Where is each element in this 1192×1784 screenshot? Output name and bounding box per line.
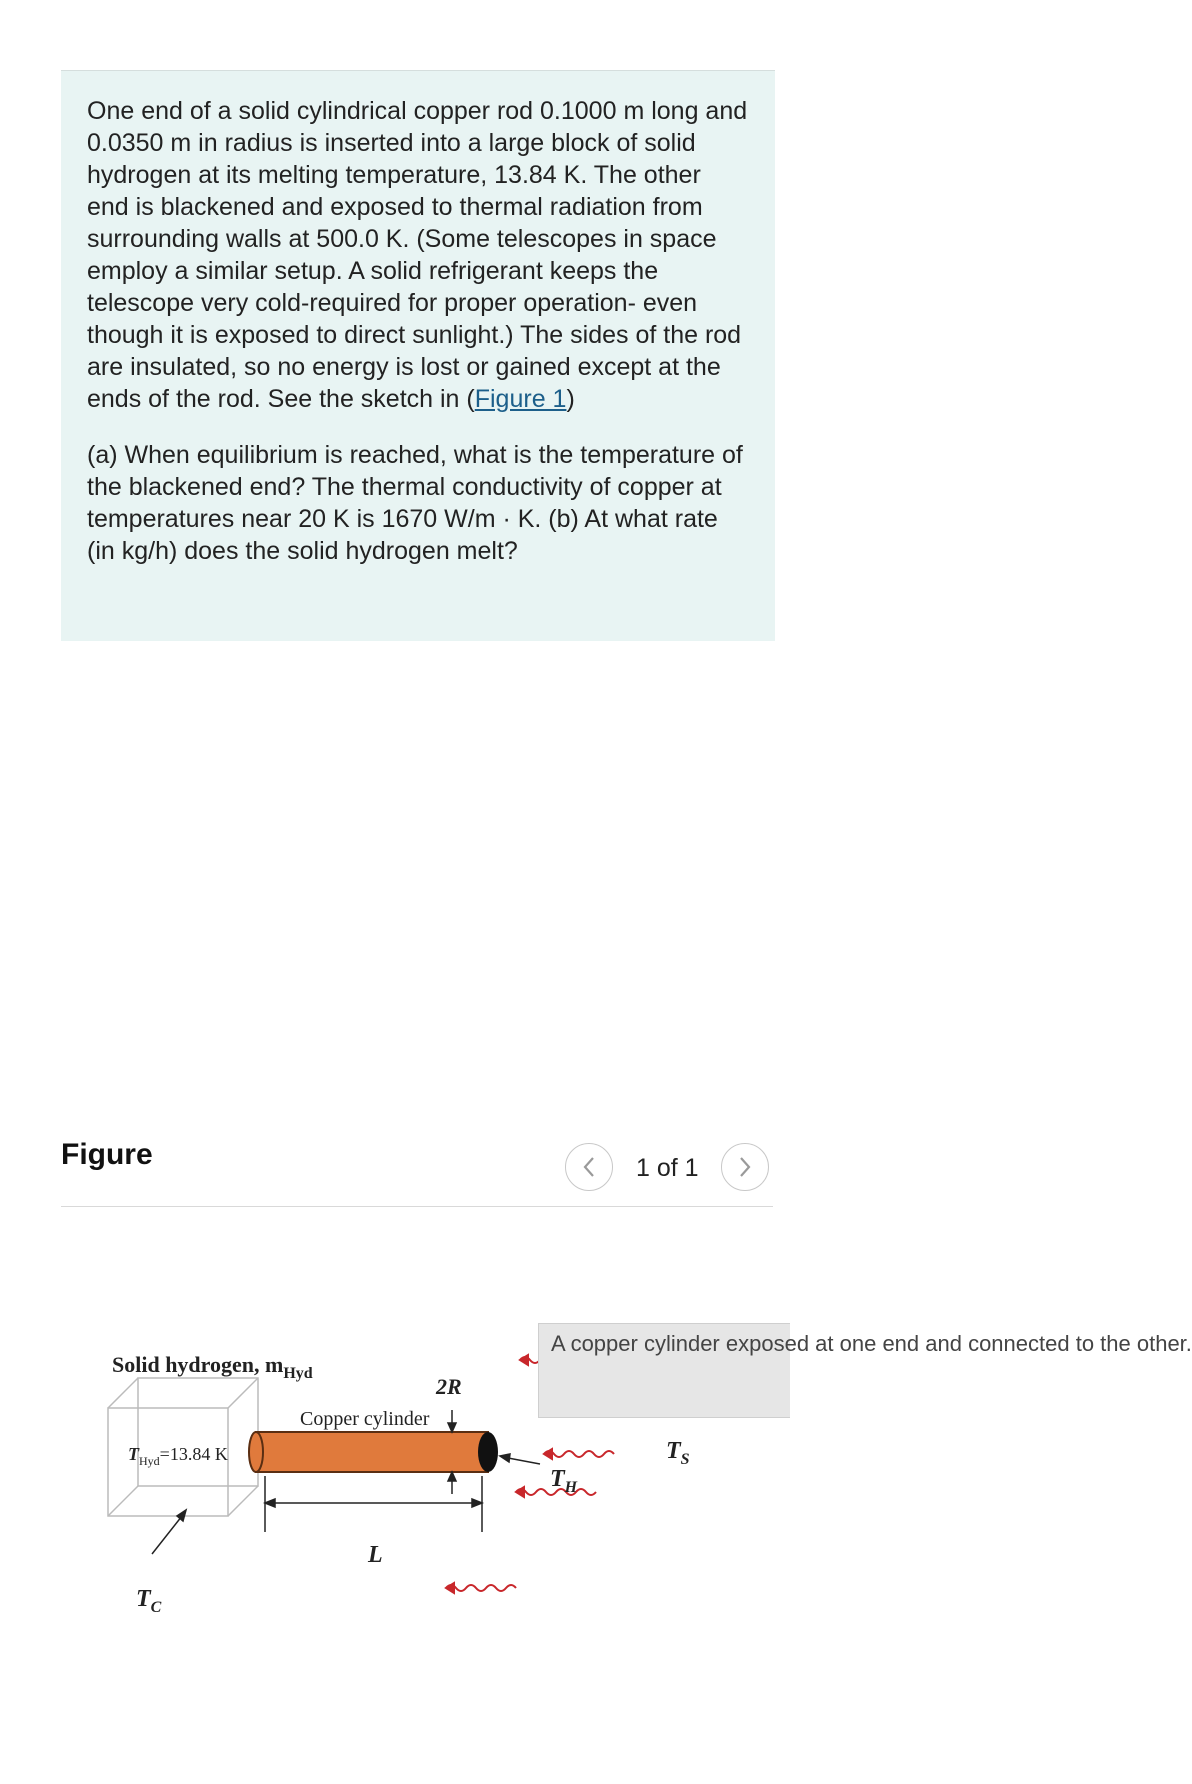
figure-page-indicator: 1 of 1 [636, 1154, 699, 1182]
figure-title: Figure [61, 1138, 153, 1171]
length-dimension [265, 1476, 482, 1532]
figure-alt-text-tooltip: A copper cylinder exposed at one end and connected to the other. [538, 1323, 790, 1418]
problem-paragraph-2: (a) When equilibrium is reached, what is the temperature of the blackened end? The thermal conductivity of copper at temperatures near 20 K is 1670 W/m · K. (b) At what rate (in kg/h) does the solid hydrogen melt? [87, 441, 743, 565]
problem-text-1-close: ) [566, 385, 575, 413]
figure-header [61, 1130, 773, 1207]
copper-cylinder-label: Copper cylinder [300, 1408, 430, 1430]
solid-hydrogen-label: Solid hydrogen, $m_{Hyd}$ [112, 1352, 313, 1382]
ts-label: $T_S$ [666, 1438, 690, 1468]
copper-cylinder [249, 1432, 498, 1472]
problem-statement [61, 70, 775, 641]
th-pointer [500, 1454, 540, 1464]
tc-label: $T_C$ [136, 1586, 162, 1616]
th-label: $T_H$ [550, 1466, 578, 1496]
l-label: L [368, 1542, 383, 1568]
two-r-label: 2R [436, 1374, 462, 1399]
next-figure-button[interactable] [721, 1143, 769, 1191]
problem-text-1: One end of a solid cylindrical copper rod 0.1000 m long and 0.0350 m in radius is inserted into a large block of solid hydrogen at its melting temperature, 13.84 K. The other end is blackened and exposed to thermal radiation from surrounding walls at 500.0 K. (Some telescopes in space employ a similar setup. A solid refrigerant keeps the telescope very cold-required for proper operation- even though it is exposed to direct sunlight.) The sides of the rod are insulated, so no energy is lost or gained except at the ends of the rod. See the sketch in ( [87, 97, 748, 413]
chevron-left-icon [582, 1156, 596, 1178]
figure-1-link[interactable]: Figure 1 [474, 385, 567, 413]
t-hyd-label: $T_{Hyd}=13.84$ K [128, 1444, 228, 1468]
chevron-right-icon [738, 1156, 752, 1178]
previous-figure-button[interactable] [565, 1143, 613, 1191]
problem-paragraph-1 [87, 95, 749, 415]
